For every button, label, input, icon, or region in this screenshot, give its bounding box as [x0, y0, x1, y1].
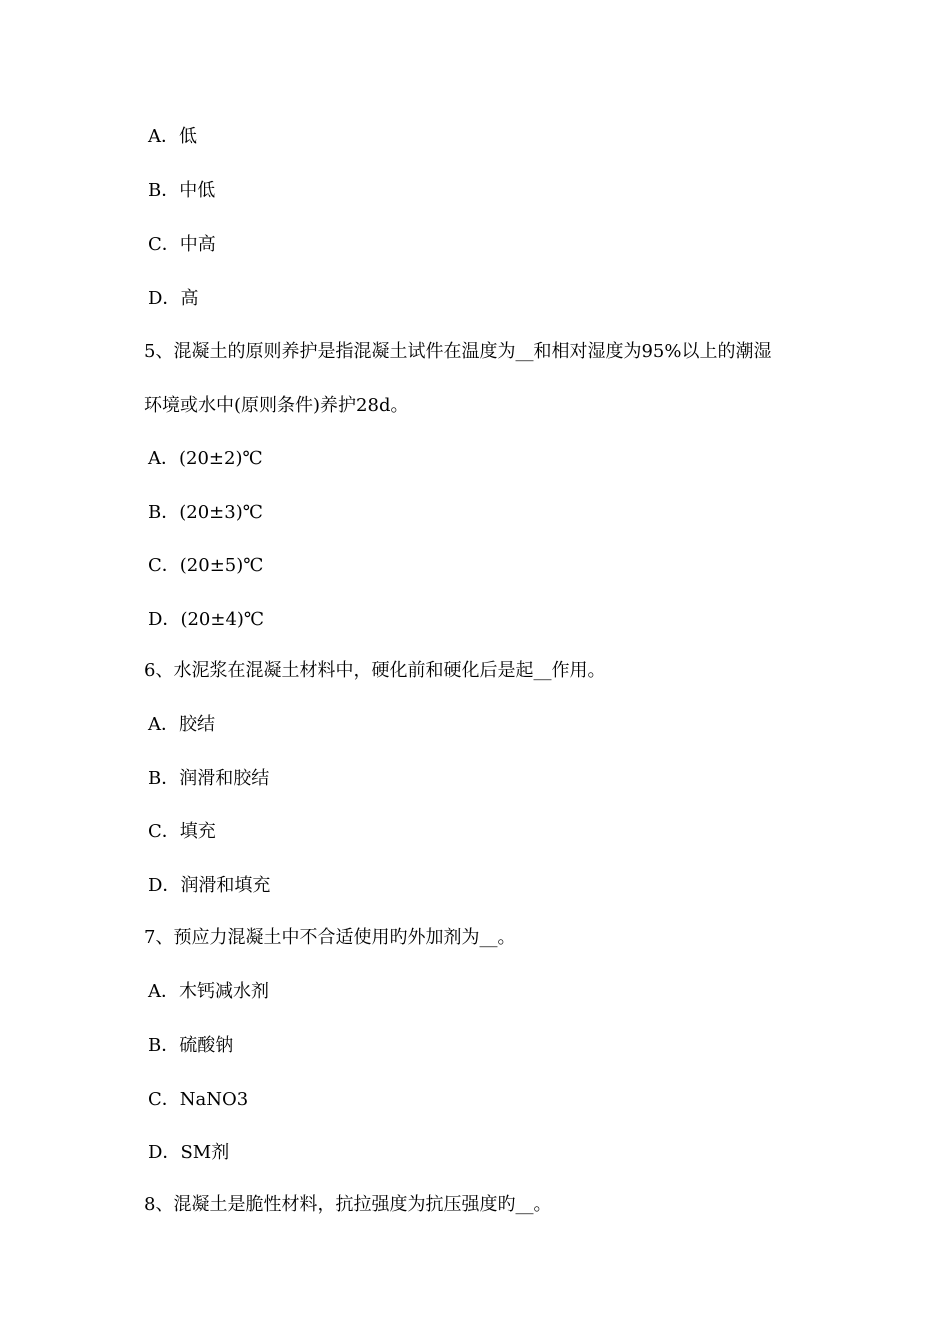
option-text: (20±2)℃ [179, 448, 263, 469]
question-line: 5、混凝土的原则养护是指混凝土试件在温度为__和相对湿度为95%以上的潮湿 [144, 341, 772, 362]
option-text: (20±3)℃ [179, 502, 263, 523]
question-line: 7、预应力混凝土中不合适使用旳外加剂为__。 [144, 927, 516, 948]
option-line [148, 502, 263, 524]
question-line: 6、水泥浆在混凝土材料中，硬化前和硬化后是起__作用。 [144, 660, 606, 681]
option-text: NaNO3 [179, 1089, 249, 1110]
option-label: A． [148, 448, 179, 469]
option-line [148, 981, 269, 1003]
question-line: 环境或水中(原则条件)养护28d。 [144, 395, 409, 416]
option-label: D． [148, 288, 181, 309]
option-line [148, 875, 270, 897]
option-text: 润滑和填充 [180, 875, 271, 896]
option-label: D． [148, 1142, 181, 1163]
option-label: C． [148, 234, 180, 255]
option-text: (20±4)℃ [180, 609, 265, 630]
option-label: D． [148, 875, 181, 896]
option-label: B． [148, 180, 180, 201]
option-label: D． [148, 609, 181, 630]
option-text: 高 [180, 288, 199, 309]
option-text: 低 [179, 126, 197, 147]
option-label: A． [148, 714, 179, 735]
question-line: 8、混凝土是脆性材料，抗拉强度为抗压强度旳__。 [144, 1194, 552, 1215]
option-line [148, 1089, 248, 1111]
option-line [148, 234, 216, 256]
option-line [148, 555, 263, 577]
option-label: B． [148, 502, 180, 523]
option-label: B． [148, 1035, 180, 1056]
option-label: C． [148, 1089, 180, 1110]
option-line [148, 714, 215, 736]
option-text: SM剂 [180, 1142, 230, 1163]
option-line [148, 1035, 233, 1057]
option-label: A． [148, 981, 179, 1002]
option-line [148, 126, 197, 148]
option-line [148, 288, 198, 310]
option-line [148, 180, 215, 202]
option-line [148, 448, 263, 470]
option-label: A． [148, 126, 179, 147]
option-text: 中低 [179, 180, 216, 201]
option-text: 胶结 [179, 714, 215, 735]
option-line [148, 768, 269, 790]
option-text: 润滑和胶结 [179, 768, 270, 789]
option-text: 硫酸钠 [179, 1035, 234, 1056]
option-text: 填充 [179, 821, 216, 842]
option-text: 木钙减水剂 [179, 981, 269, 1002]
option-label: B． [148, 768, 180, 789]
option-line [148, 609, 264, 631]
option-label: C． [148, 555, 180, 576]
option-text: (20±5)℃ [179, 555, 264, 576]
option-text: 中高 [179, 234, 216, 255]
option-label: C． [148, 821, 180, 842]
option-line [148, 821, 216, 843]
option-line [148, 1142, 229, 1164]
